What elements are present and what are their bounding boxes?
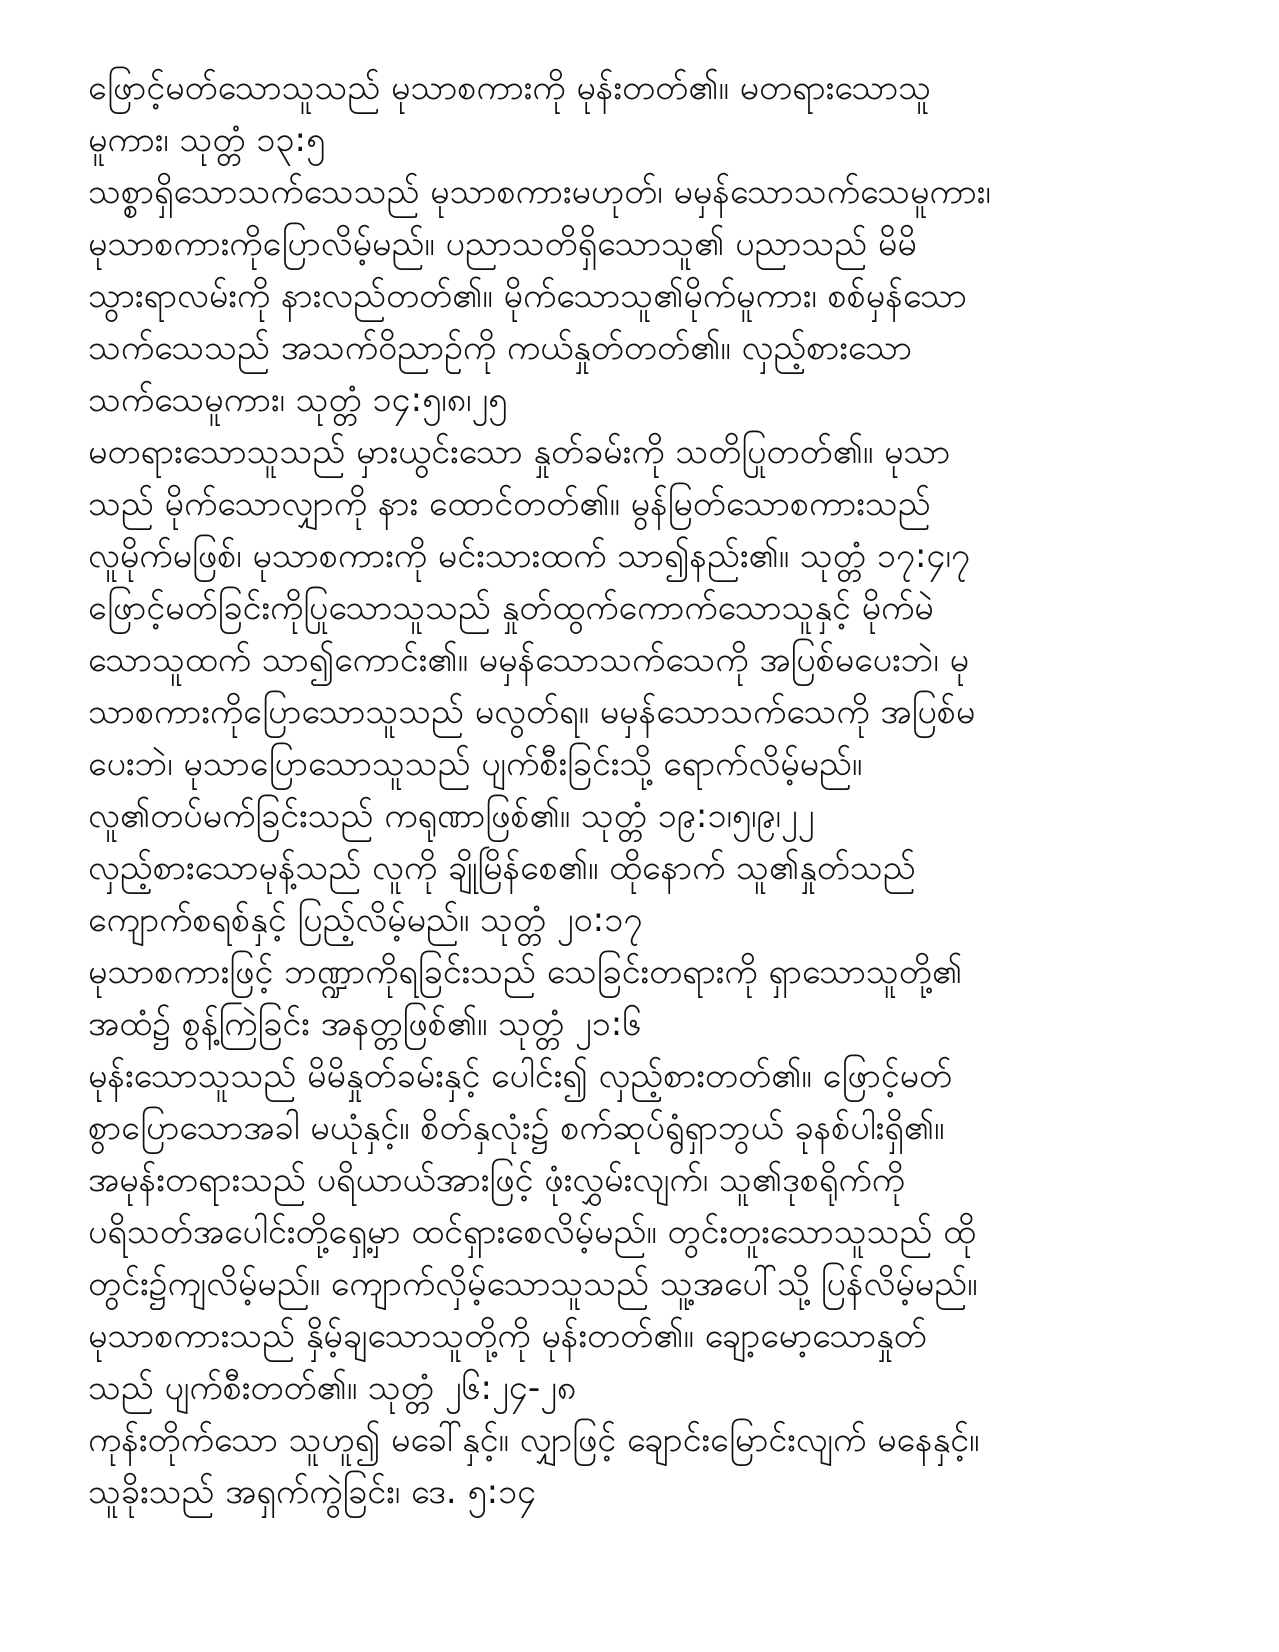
text-line: သက်သေမူကား၊ သုတ္တံ ၁၄:၅၊၈၊၂၅ [88, 380, 508, 420]
text-line: မူကား၊ သုတ္တံ ၁၃:၅ [88, 120, 326, 160]
text-line: လှည့်စားသောမုန့်သည် လူကို ချိုမြိန်စေ၏။ ထိုနောက် သူ၏နှုတ်သည် [88, 848, 916, 888]
text-line: ဖြောင့်မတ်ခြင်းကိုပြုသောသူသည် နှုတ်ထွက်ကောက်သောသူနှင့် မိုက်မဲ [88, 588, 934, 628]
document-page [88, 62, 1208, 1518]
text-line: သက်သေသည် အသက်ဝိညာဉ်ကို ကယ်နှုတ်တတ်၏။ လှည့်စားသော [88, 328, 912, 368]
text-line: စွာပြောသောအခါ မယုံနှင့်။ စိတ်နှလုံး၌ စက်ဆုပ်ရွံရှာဘွယ် ခုနစ်ပါးရှိ၏။ [88, 1108, 945, 1148]
text-line: သည် ပျက်စီးတတ်၏။ သုတ္တံ ၂၆:၂၄-၂၈ [88, 1368, 577, 1408]
text-line: လူမိုက်မဖြစ်၊ မုသာစကားကို မင်းသားထက် သာ၍နည်း၏။ သုတ္တံ ၁၇:၄၊၇ [88, 536, 971, 576]
text-line: မုသာစကားဖြင့် ဘဏ္ဍာကိုရခြင်းသည် သေခြင်းတရားကို ရှာသောသူတို့၏ [88, 952, 963, 992]
text-line: မုသာစကားသည် နှိမ့်ချသောသူတို့ကို မုန်းတတ်၏။ ချော့မော့သောနှုတ် [88, 1316, 927, 1356]
text-line: တွင်း၌ကျလိမ့်မည်။ ကျောက်လှိမ့်သောသူသည် သူ့အပေါ်သို့ ပြန်လိမ့်မည်။ [88, 1264, 978, 1304]
text-line: မတရားသောသူသည် မှားယွင်းသော နှုတ်ခမ်းကို သတိပြုတတ်၏။ မုသာ [88, 432, 951, 472]
text-line: အထံ၌ စွန့်ကြဲခြင်း အနတ္တဖြစ်၏။ သုတ္တံ ၂၁:၆ [88, 1004, 642, 1044]
text-line: လူ၏တပ်မက်ခြင်းသည် ကရုဏာဖြစ်၏။ သုတ္တံ ၁၉:၁၊၅၊၉၊၂၂ [88, 796, 815, 836]
text-line: မုသာစကားကိုပြောလိမ့်မည်။ ပညာသတိရှိသောသူ၏ ပညာသည် မိမိ [88, 224, 917, 264]
text-line: ဖြောင့်မတ်သောသူသည် မုသာစကားကို မုန်းတတ်၏။ မတရားသောသူ [88, 68, 932, 108]
text-line: သစ္စာရှိသောသက်သေသည် မုသာစကားမဟုတ်၊ မမှန်သောသက်သေမူကား၊ [88, 172, 991, 212]
text-line: သွားရာလမ်းကို နားလည်တတ်၏။ မိုက်သောသူ၏မိုက်မူကား၊ စစ်မှန်သော [88, 276, 967, 316]
text-line: သာစကားကိုပြောသောသူသည် မလွတ်ရ။ မမှန်သောသက်သေကို အပြစ်မ [88, 692, 976, 732]
text-line: ကျောက်စရစ်နှင့် ပြည့်လိမ့်မည်။ သုတ္တံ ၂၀:၁၇ [88, 900, 643, 940]
text-line: အမုန်းတရားသည် ပရိယာယ်အားဖြင့် ဖုံးလွှမ်းလျက်၊ သူ၏ဒုစရိုက်ကို [88, 1160, 905, 1200]
text-line: သောသူထက် သာ၍ကောင်း၏။ မမှန်သောသက်သေကို အပြစ်မပေးဘဲ၊ မု [88, 640, 970, 680]
text-line: သည် မိုက်သောလျှာကို နား ထောင်တတ်၏။ မွန်မြတ်သောစကားသည် [88, 484, 931, 524]
text-line: ကုန်းတိုက်သော သူဟူ၍ မခေါ်နှင့်။ လျှာဖြင့် ချောင်းမြောင်းလျက် မနေနှင့်။ [88, 1420, 980, 1460]
text-line: ပေးဘဲ၊ မုသာပြောသောသူသည် ပျက်စီးခြင်းသို့ ရောက်လိမ့်မည်။ [88, 744, 863, 784]
text-line: ပရိသတ်အပေါင်းတို့ရှေ့မှာ ထင်ရှားစေလိမ့်မည်။ တွင်းတူးသောသူသည် ထို [88, 1212, 977, 1252]
text-line: သူခိုးသည် အရှက်ကွဲခြင်း၊ ဒေ. ၅:၁၄ [88, 1472, 537, 1512]
text-line: မုန်းသောသူသည် မိမိနှုတ်ခမ်းနှင့် ပေါင်း၍ လှည့်စားတတ်၏။ ဖြောင့်မတ် [88, 1056, 953, 1096]
